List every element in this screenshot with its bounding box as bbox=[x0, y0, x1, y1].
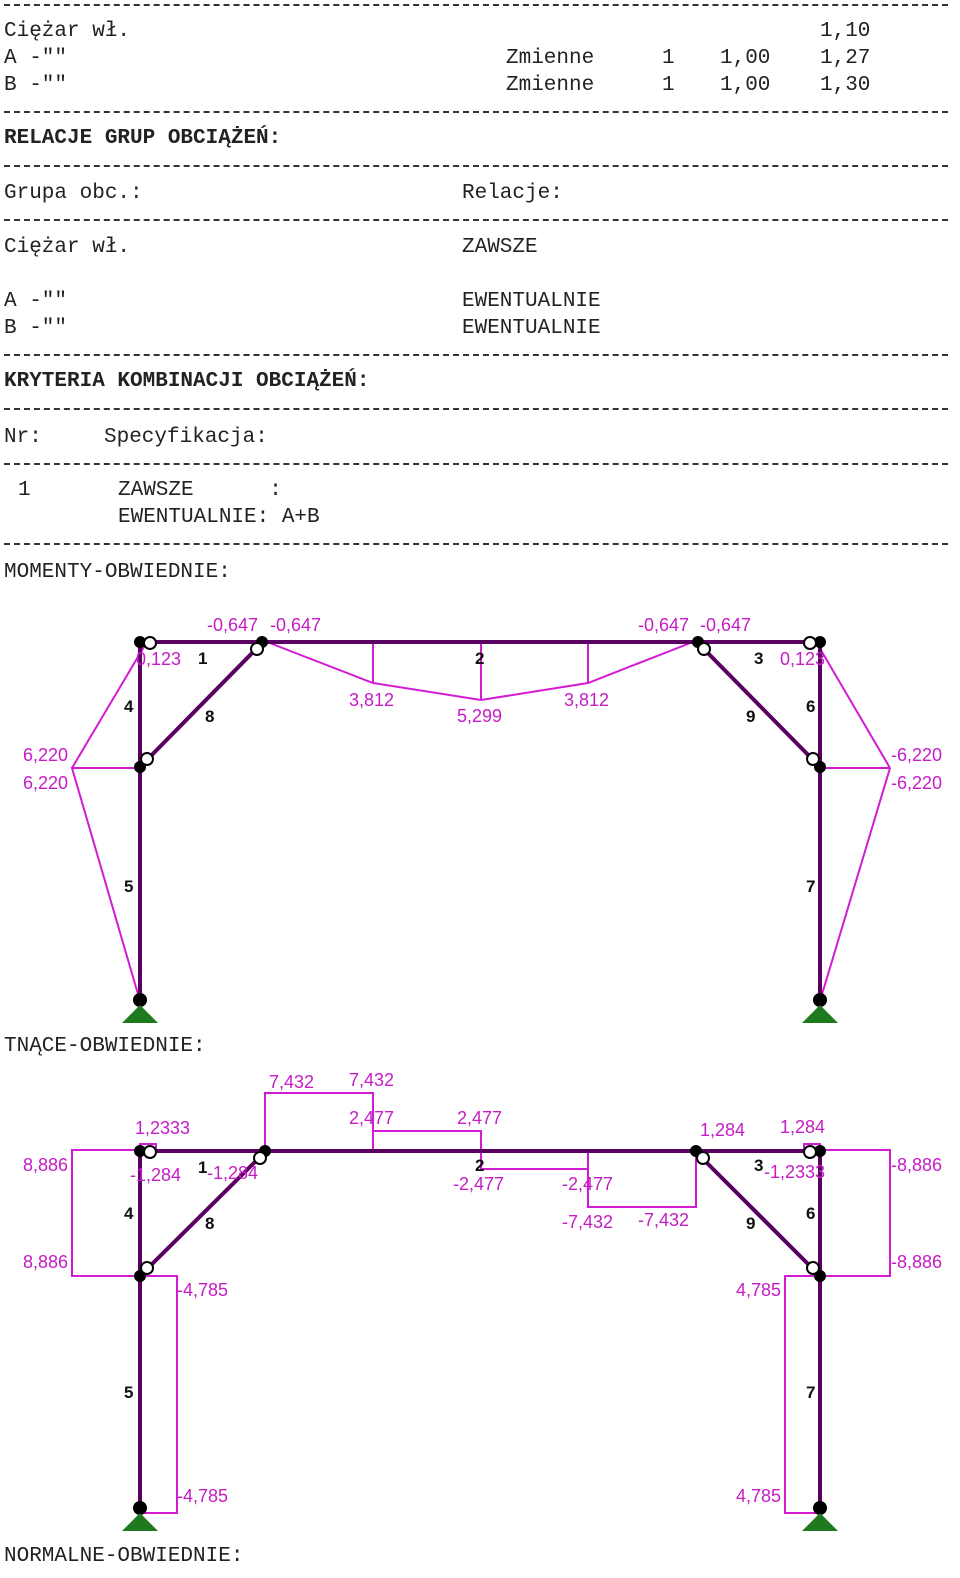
load-row-factor2: 1,30 bbox=[820, 74, 871, 97]
moment-label: 6,220 bbox=[23, 745, 69, 765]
moment-envelope bbox=[72, 640, 890, 1001]
load-row-factor1: 1,00 bbox=[720, 74, 771, 97]
moment-label: -0,647 bbox=[638, 615, 690, 635]
joint bbox=[133, 1501, 147, 1515]
member-number: 5 bbox=[124, 1383, 134, 1402]
separator bbox=[4, 408, 948, 410]
load-row-name: A -"" bbox=[4, 47, 68, 70]
moments-diagram bbox=[0, 595, 960, 1035]
load-row-type: Zmienne bbox=[506, 74, 595, 97]
hinge bbox=[141, 1262, 153, 1274]
hinge bbox=[698, 643, 710, 655]
member-number: 7 bbox=[806, 877, 816, 896]
joint bbox=[133, 993, 147, 1007]
separator bbox=[4, 543, 948, 545]
member-number: 9 bbox=[746, 1214, 756, 1233]
shear-label: 8,886 bbox=[23, 1155, 69, 1175]
criteria-line-always: ZAWSZE : bbox=[118, 479, 282, 502]
moment-label: 0,123 bbox=[780, 649, 826, 669]
separator bbox=[4, 219, 948, 221]
shear-label: 2,477 bbox=[349, 1108, 395, 1128]
normal-heading: NORMALNE-OBWIEDNIE: bbox=[4, 1545, 244, 1568]
load-row-factor1: 1,00 bbox=[720, 47, 771, 70]
shear-label: 2,477 bbox=[457, 1108, 503, 1128]
load-row-factor2: 1,27 bbox=[820, 47, 871, 70]
hinge bbox=[804, 637, 816, 649]
load-row-name: B -"" bbox=[4, 74, 68, 97]
load-row-count: 1 bbox=[662, 74, 675, 97]
support-left bbox=[122, 1513, 158, 1531]
criteria-line-optional: EWENTUALNIE: A+B bbox=[118, 506, 320, 529]
hinge bbox=[144, 637, 156, 649]
hinge bbox=[697, 1152, 709, 1164]
relations-row-group: A -"" bbox=[4, 290, 68, 313]
relations-col-relation: Relacje: bbox=[462, 182, 563, 205]
moment-label: 5,299 bbox=[457, 706, 503, 726]
moments-heading: MOMENTY-OBWIEDNIE: bbox=[4, 561, 231, 584]
hinge bbox=[144, 1146, 156, 1158]
moment-label: 0,123 bbox=[136, 649, 182, 669]
relations-row-group: Ciężar wł. bbox=[4, 236, 131, 259]
member-number: 2 bbox=[475, 1156, 485, 1175]
criteria-heading: KRYTERIA KOMBINACJI OBCIĄŻEŃ: bbox=[4, 370, 370, 393]
member-number: 4 bbox=[124, 697, 134, 716]
moment-label: 3,812 bbox=[564, 690, 610, 710]
member-number: 9 bbox=[746, 707, 756, 726]
shear-label: -1,284 bbox=[130, 1165, 182, 1185]
shear-label: 4,785 bbox=[736, 1486, 782, 1506]
shear-heading: TNĄCE-OBWIEDNIE: bbox=[4, 1035, 206, 1058]
load-row-count: 1 bbox=[662, 47, 675, 70]
separator bbox=[4, 463, 948, 465]
member-number: 6 bbox=[806, 1204, 816, 1223]
shear-label: -4,785 bbox=[177, 1486, 229, 1506]
moment-label: -0,647 bbox=[270, 615, 322, 635]
shear-label: 7,432 bbox=[269, 1072, 315, 1092]
frame bbox=[122, 1145, 838, 1531]
separator bbox=[4, 354, 948, 356]
relations-row-relation: ZAWSZE bbox=[462, 236, 538, 259]
shear-label: -8,886 bbox=[891, 1155, 943, 1175]
shear-label: 1,284 bbox=[780, 1117, 826, 1137]
hinge bbox=[807, 753, 819, 765]
moment-label: -6,220 bbox=[891, 745, 943, 765]
joint bbox=[813, 1501, 827, 1515]
moment-label: -0,647 bbox=[700, 615, 752, 635]
relations-row-relation: EWENTUALNIE bbox=[462, 317, 601, 340]
relations-heading: RELACJE GRUP OBCIĄŻEŃ: bbox=[4, 127, 282, 150]
member-number: 2 bbox=[475, 649, 485, 668]
shear-label: -7,432 bbox=[562, 1212, 614, 1232]
shear-label: -1,284 bbox=[207, 1163, 259, 1183]
hinge bbox=[251, 643, 263, 655]
criteria-col-spec: Specyfikacja: bbox=[104, 426, 268, 449]
member-number: 3 bbox=[754, 649, 764, 668]
moment-label: -0,647 bbox=[207, 615, 259, 635]
separator bbox=[4, 4, 948, 6]
relations-col-group: Grupa obc.: bbox=[4, 182, 143, 205]
support-right bbox=[802, 1513, 838, 1531]
shear-diagram bbox=[0, 1064, 960, 1534]
shear-label: -7,432 bbox=[638, 1210, 690, 1230]
hinge bbox=[807, 1262, 819, 1274]
criteria-col-nr: Nr: bbox=[4, 426, 42, 449]
separator bbox=[4, 111, 948, 113]
shear-label: -4,785 bbox=[177, 1280, 229, 1300]
shear-label: -8,886 bbox=[891, 1252, 943, 1272]
member-number: 5 bbox=[124, 877, 134, 896]
member-number: 7 bbox=[806, 1383, 816, 1402]
member-number: 3 bbox=[754, 1156, 764, 1175]
shear-label: -1,2333 bbox=[764, 1162, 826, 1182]
moment-label: 6,220 bbox=[23, 773, 69, 793]
support-right bbox=[802, 1005, 838, 1023]
criteria-row-nr: 1 bbox=[18, 479, 31, 502]
shear-label: -2,477 bbox=[562, 1174, 614, 1194]
shear-label: 7,432 bbox=[349, 1070, 395, 1090]
shear-label: 1,284 bbox=[700, 1120, 746, 1140]
joint bbox=[813, 993, 827, 1007]
member-number: 8 bbox=[205, 707, 215, 726]
member-number: 8 bbox=[205, 1214, 215, 1233]
load-row-type: Zmienne bbox=[506, 47, 595, 70]
separator bbox=[4, 165, 948, 167]
moment-label: 3,812 bbox=[349, 690, 395, 710]
member-number: 1 bbox=[198, 649, 208, 668]
hinge bbox=[141, 753, 153, 765]
member-number: 6 bbox=[806, 697, 816, 716]
shear-label: -2,477 bbox=[453, 1174, 505, 1194]
load-row-factor2: 1,10 bbox=[820, 20, 871, 43]
shear-label: 8,886 bbox=[23, 1252, 69, 1272]
member-number: 1 bbox=[198, 1158, 208, 1177]
shear-label: 1,2333 bbox=[135, 1118, 191, 1138]
support-left bbox=[122, 1005, 158, 1023]
member-number: 4 bbox=[124, 1204, 134, 1223]
relations-row-relation: EWENTUALNIE bbox=[462, 290, 601, 313]
hinge bbox=[804, 1146, 816, 1158]
load-row-name: Ciężar wł. bbox=[4, 20, 131, 43]
moment-label: -6,220 bbox=[891, 773, 943, 793]
shear-label: 4,785 bbox=[736, 1280, 782, 1300]
relations-row-group: B -"" bbox=[4, 317, 68, 340]
